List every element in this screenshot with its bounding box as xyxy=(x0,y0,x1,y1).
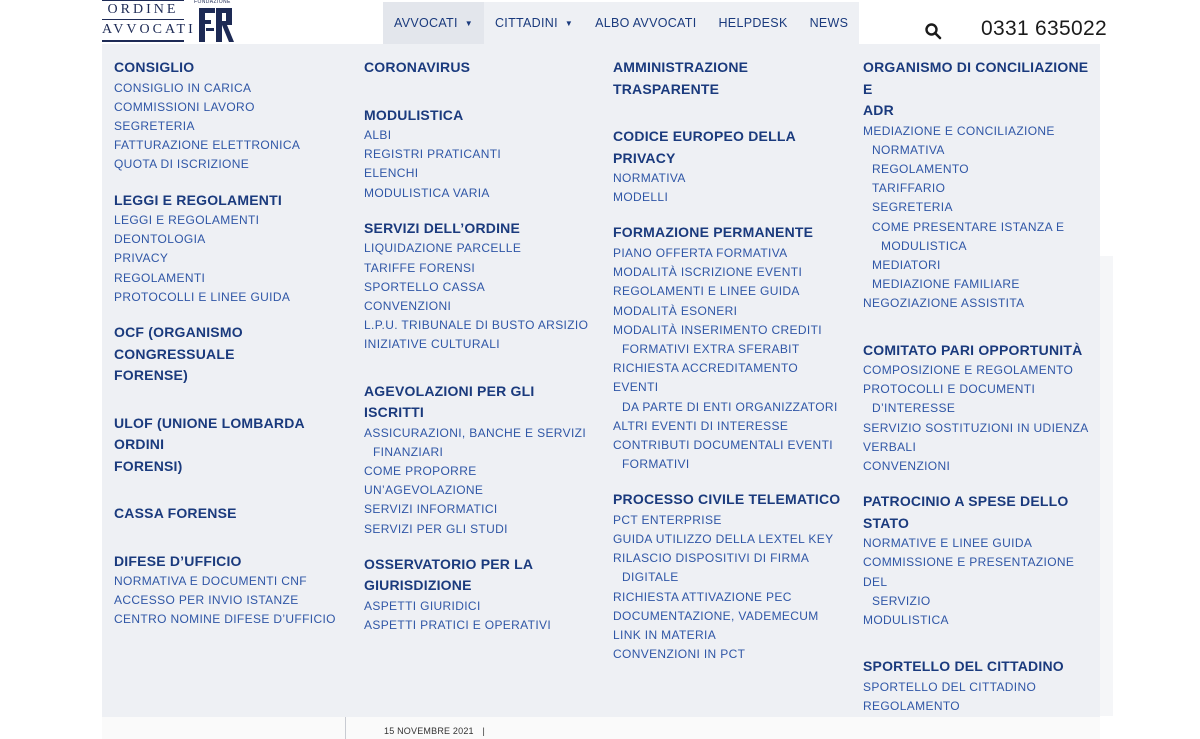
nav-helpdesk-label: HELPDESK xyxy=(718,16,788,30)
post-date xyxy=(384,726,485,736)
section-servizi[interactable]: SERVIZI DELL’ORDINE xyxy=(364,219,521,236)
menu-link-line: RILASCIO DISPOSITIVI DI FIRMA xyxy=(613,551,810,566)
menu-link-line: FORMATIVI EXTRA SFERABIT xyxy=(622,341,800,356)
nav-avvocati[interactable] xyxy=(383,2,484,44)
nav-albo-label: ALBO AVVOCATI xyxy=(595,16,697,30)
menu-sublink[interactable]: SEGRETERIA xyxy=(872,200,953,215)
menu-sublink[interactable]: REGOLAMENTO xyxy=(872,161,969,176)
menu-link[interactable]: NORMATIVA xyxy=(613,171,686,185)
section-formazione[interactable]: FORMAZIONE PERMANENTE xyxy=(613,224,814,241)
menu-link[interactable]: MODALITÀ ESONERI xyxy=(613,303,738,318)
menu-link[interactable]: COMPOSIZIONE E REGOLAMENTO xyxy=(863,363,1074,378)
caret-down-icon: ▼ xyxy=(464,18,473,28)
section-title-line: FORENSE) xyxy=(114,367,188,384)
menu-link[interactable]: MODALITÀ ISCRIZIONE EVENTI xyxy=(613,265,803,280)
logo-line1: ORDINE xyxy=(107,2,179,17)
menu-link[interactable]: SPORTELLO DEL CITTADINO xyxy=(863,679,1037,694)
menu-link[interactable]: ELENCHI xyxy=(364,166,419,181)
menu-link[interactable]: NEGOZIAZIONE ASSISTITA xyxy=(863,296,1025,311)
menu-link[interactable]: MODULISTICA xyxy=(863,613,949,628)
menu-link[interactable]: MODULISTICA VARIA xyxy=(364,185,490,200)
menu-link[interactable]: COME PROPORRE UN’AGEVOLAZIONE xyxy=(364,463,484,498)
post-date-text: 15 NOVEMBRE 2021 xyxy=(384,726,474,736)
menu-link[interactable]: ALTRI EVENTI DI INTERESSE xyxy=(613,418,789,433)
section-ocf[interactable] xyxy=(114,322,346,387)
menu-link[interactable]: VERBALI xyxy=(863,439,917,454)
menu-link[interactable]: REGOLAMENTI E LINEE GUIDA xyxy=(613,284,800,299)
menu-link[interactable]: QUOTA DI ISCRIZIONE xyxy=(114,157,250,172)
section-sportello[interactable]: SPORTELLO DEL CITTADINO xyxy=(863,658,1064,675)
menu-link-line: MODALITÀ INSERIMENTO CREDITI xyxy=(613,322,822,337)
menu-link[interactable]: DEONTOLOGIA xyxy=(114,232,206,247)
menu-link[interactable]: COMMISSIONI LAVORO xyxy=(114,99,255,114)
menu-link[interactable]: LEGGI E REGOLAMENTI xyxy=(114,213,260,228)
menu-link[interactable]: LINK IN MATERIA xyxy=(613,628,717,643)
menu-link[interactable]: REGOLAMENTO xyxy=(863,698,960,713)
menu-link-line: D’INTERESSE xyxy=(872,401,956,416)
section-agevolazioni[interactable]: AGEVOLAZIONI PER GLI ISCRITTI xyxy=(364,382,535,421)
section-modulistica[interactable]: MODULISTICA xyxy=(364,106,464,123)
menu-link[interactable]: CONVENZIONI xyxy=(863,459,951,474)
menu-link[interactable]: CONVENZIONI xyxy=(364,298,452,313)
menu-link[interactable]: CONVENZIONI IN PCT xyxy=(613,647,746,662)
nav-news-label: NEWS xyxy=(809,16,849,30)
menu-link[interactable]: CONSIGLIO IN CARICA xyxy=(114,80,252,95)
menu-sublink[interactable]: NORMATIVA xyxy=(872,142,945,157)
main-nav xyxy=(383,2,859,44)
section-title-line: FORENSI) xyxy=(114,457,183,474)
menu-link[interactable]: SERVIZI PER GLI STUDI xyxy=(364,521,508,536)
divider xyxy=(345,717,346,739)
menu-link-line: CONTRIBUTI DOCUMENTALI EVENTI xyxy=(613,437,833,452)
search-icon[interactable] xyxy=(924,22,942,40)
menu-sublink[interactable]: TARIFFARIO xyxy=(872,181,946,196)
phone-number[interactable]: 0331 635022 xyxy=(981,17,1107,40)
nav-albo-avvocati[interactable] xyxy=(584,2,707,44)
section-title-line: PATROCINIO A SPESE DELLO xyxy=(863,493,1069,510)
logo-wordmark xyxy=(102,0,196,44)
menu-link-assicurazioni[interactable] xyxy=(364,424,596,462)
section-title-line: STATO xyxy=(863,514,910,531)
menu-link[interactable]: ALBI xyxy=(364,128,392,142)
menu-link[interactable]: PIANO OFFERTA FORMATIVA xyxy=(613,245,788,260)
menu-link-line: RICHIESTA ACCREDITAMENTO EVENTI xyxy=(613,361,799,395)
menu-link[interactable]: REGISTRI PRATICANTI xyxy=(364,147,502,162)
section-title-line: OSSERVATORIO PER LA xyxy=(364,555,534,572)
menu-link[interactable]: ASPETTI GIURIDICI xyxy=(364,598,481,613)
menu-column-1 xyxy=(114,57,346,630)
section-title-line: OCF (ORGANISMO CONGRESSUALE xyxy=(114,324,243,362)
section-difese[interactable]: DIFESE D’UFFICIO xyxy=(114,552,242,569)
menu-link[interactable]: GUIDA UTILIZZO DELLA LEXTEL KEY xyxy=(613,532,834,547)
nav-news[interactable] xyxy=(799,2,860,44)
caret-down-icon: ▼ xyxy=(564,18,574,28)
section-cpo[interactable]: COMITATO PARI OPPORTUNITÀ xyxy=(863,341,1083,358)
mega-menu xyxy=(102,44,1100,717)
menu-link[interactable]: RICHIESTA ATTIVAZIONE PEC xyxy=(613,589,792,604)
section-consiglio[interactable]: CONSIGLIO xyxy=(114,59,195,75)
section-pct[interactable]: PROCESSO CIVILE TELEMATICO xyxy=(613,491,841,508)
menu-link[interactable]: LIQUIDAZIONE PARCELLE xyxy=(364,241,522,256)
menu-link-protocolli[interactable] xyxy=(863,380,1095,418)
menu-link[interactable]: TARIFFE FORENSI xyxy=(364,260,476,275)
section-privacy[interactable]: CODICE EUROPEO DELLA PRIVACY xyxy=(613,128,796,166)
menu-link[interactable]: ASPETTI PRATICI E OPERATIVI xyxy=(364,617,552,632)
menu-link-line: DA PARTE DI ENTI ORGANIZZATORI xyxy=(622,399,838,414)
menu-sublink[interactable]: MEDIAZIONE FAMILIARE xyxy=(872,277,1020,292)
nav-avvocati-label: AVVOCATI xyxy=(394,16,458,30)
menu-link-firma-digitale[interactable] xyxy=(613,549,845,587)
menu-link[interactable]: SPORTELLO CASSA xyxy=(364,279,486,294)
menu-link-inserimento-crediti[interactable] xyxy=(613,321,845,359)
menu-link-contributi[interactable] xyxy=(613,436,845,474)
menu-link[interactable]: PCT ENTERPRISE xyxy=(613,512,722,527)
section-amministrazione[interactable]: AMMINISTRAZIONE TRASPARENTE xyxy=(613,59,749,97)
menu-link[interactable]: SERVIZI INFORMATICI xyxy=(364,502,498,517)
menu-link-line: ASSICURAZIONI, BANCHE E SERVIZI xyxy=(364,425,587,440)
page-content-strip xyxy=(102,717,1100,739)
foundation-logo-icon xyxy=(196,0,236,44)
section-patrocinio[interactable] xyxy=(863,491,1095,534)
date-separator: | xyxy=(482,726,485,736)
nav-cittadini[interactable] xyxy=(484,2,584,44)
site-logo[interactable] xyxy=(102,0,236,44)
section-ulof[interactable] xyxy=(114,413,346,478)
logo-line2: AVVOCATI xyxy=(102,22,196,37)
menu-link[interactable]: PRIVACY xyxy=(114,251,169,266)
menu-column-3 xyxy=(613,57,845,664)
menu-link-line: DIGITALE xyxy=(622,570,679,585)
menu-link[interactable]: CENTRO NOMINE DIFESE D’UFFICIO xyxy=(114,612,336,627)
nav-helpdesk[interactable] xyxy=(707,2,798,44)
menu-link[interactable]: NORMATIVA E DOCUMENTI CNF xyxy=(114,574,307,589)
section-title-line: ADR xyxy=(863,102,894,118)
menu-link[interactable]: PROTOCOLLI E LINEE GUIDA xyxy=(114,289,291,304)
menu-link-commissione[interactable] xyxy=(863,553,1095,611)
menu-link[interactable]: ACCESSO PER INVIO ISTANZE xyxy=(114,593,299,608)
menu-link-line: MODULISTICA xyxy=(881,238,967,253)
menu-link[interactable]: NORMATIVE E LINEE GUIDA xyxy=(863,536,1033,551)
menu-sublink-istanza[interactable] xyxy=(863,218,1095,256)
menu-link[interactable]: INIZIATIVE CULTURALI xyxy=(364,337,500,352)
menu-link[interactable]: MEDIAZIONE E CONCILIAZIONE xyxy=(863,123,1055,138)
page-edge xyxy=(1100,256,1113,716)
menu-column-4 xyxy=(863,57,1095,735)
section-leggi[interactable]: LEGGI E REGOLAMENTI xyxy=(114,191,282,208)
menu-link-line: SERVIZIO xyxy=(872,593,931,608)
menu-link[interactable]: SERVIZIO SOSTITUZIONI IN UDIENZA xyxy=(863,420,1089,435)
menu-link-line: PROTOCOLLI E DOCUMENTI xyxy=(863,382,1036,397)
menu-link-accreditamento[interactable] xyxy=(613,359,845,417)
section-title-line: GIURISDIZIONE xyxy=(364,577,472,594)
nav-cittadini-label: CITTADINI xyxy=(494,16,558,30)
menu-link[interactable]: REGOLAMENTI xyxy=(114,270,206,285)
menu-column-2 xyxy=(364,57,596,635)
menu-link[interactable]: SEGRETERIA xyxy=(114,118,195,133)
menu-link-line: FINANZIARI xyxy=(373,444,444,459)
menu-link[interactable]: L.P.U. TRIBUNALE DI BUSTO ARSIZIO xyxy=(364,318,589,333)
menu-sublink[interactable]: MEDIATORI xyxy=(872,257,941,272)
menu-link[interactable]: FATTURAZIONE ELETTRONICA xyxy=(114,138,301,153)
section-cassa-forense[interactable]: CASSA FORENSE xyxy=(114,505,237,522)
section-organismo[interactable] xyxy=(863,57,1095,122)
menu-link[interactable]: DOCUMENTAZIONE, VADEMECUM xyxy=(613,608,819,623)
logo-tag: FONDAZIONE xyxy=(194,0,231,5)
menu-link[interactable]: MODELLI xyxy=(613,190,669,205)
section-osservatorio[interactable] xyxy=(364,554,596,597)
menu-link-line: COMMISSIONE E PRESENTAZIONE DEL xyxy=(863,555,1075,589)
section-coronavirus[interactable]: CORONAVIRUS xyxy=(364,59,471,75)
section-title-line: ULOF (UNIONE LOMBARDA ORDINI xyxy=(114,414,305,453)
section-title-line: ORGANISMO DI CONCILIAZIONE E xyxy=(863,59,1089,97)
menu-link-line: FORMATIVI xyxy=(622,457,690,472)
menu-link-line: COME PRESENTARE ISTANZA E xyxy=(872,219,1065,234)
